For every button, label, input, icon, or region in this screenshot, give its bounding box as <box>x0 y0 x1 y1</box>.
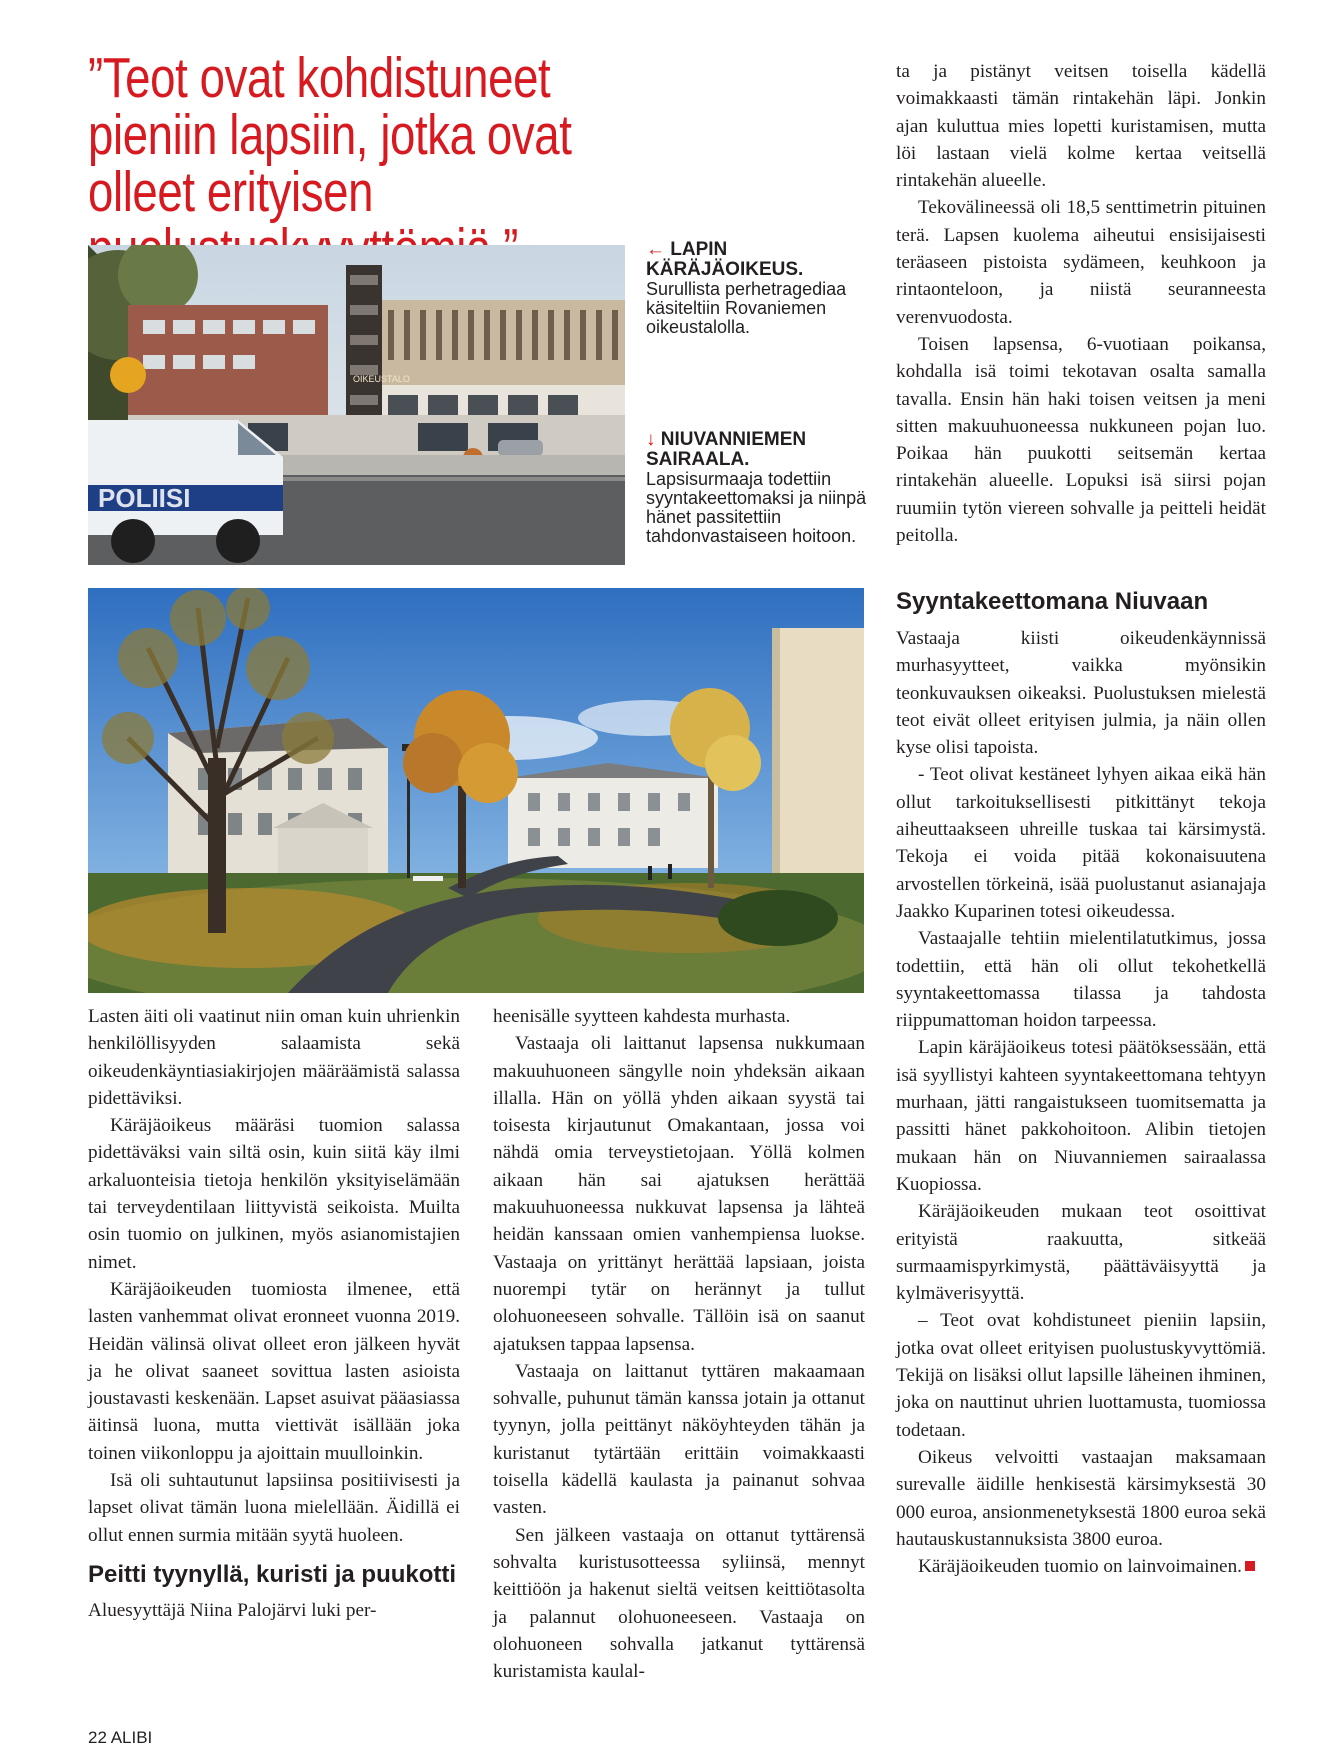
col3-paragraph-11 <box>896 1553 1266 1580</box>
police-van-label: POLIISI <box>98 483 191 513</box>
hospital-caption-text: Lapsisurmaaja todettiin syyntakeettomaksi ja niinpä hänet passitettiin tahdonvastaiseen hoitoon. <box>646 469 867 546</box>
courthouse-caption-text: Surullista perhetragediaa käsiteltiin Rovaniemen oikeustalolla. <box>646 279 847 337</box>
col3-paragraph-2: Tekovälineessä oli 18,5 senttimetrin pituinen terä. Lapsen kuolema aiheutui ensisijaisesti teräaseen pistoista sydämeen, keuhkoon ja rintaonteloon, ja niistä seuranneesta verenvuodosta. <box>896 197 1266 328</box>
hospital-photo-art <box>88 588 864 993</box>
courthouse-caption <box>646 240 876 337</box>
col2-paragraph-3: Vastaaja on laittanut tyttären makaamaan sohvalle, puhunut tämän kanssa jotain ja ottanut tyynyn, jolla peittänyt näköyhteyden tähän ja kuristanut tytärtään erittäin voimakkaasti toisella kädellä kaulasta ja painanut sohvaa vasten. <box>493 1360 865 1519</box>
arrow-down-icon: ↓ <box>646 429 656 450</box>
column-2 <box>493 1003 865 1685</box>
courthouse-photo-art <box>88 245 625 565</box>
end-mark-icon <box>1245 1561 1255 1571</box>
hospital-photo <box>88 588 864 993</box>
hospital-caption <box>646 430 876 546</box>
subheading-peitti: Peitti tyynyllä, kuristi ja puukotti <box>88 1560 457 1588</box>
col3-paragraph-3: Toisen lapsensa, 6-vuotiaan poikansa, kohdalla isä toimi tekotavan osalta samalla tavalla. Ensin hän haki toisen veitsen ja meni sitten makuuhuoneessa nukkuneen pojan luo. Poikaa hän puukotti seitsemän kertaa rintakehän alueelle. Lopuksi isä siirsi pojan ruumiin tytön viereen sohvalle ja peitteli heidät peitolla. <box>896 333 1266 547</box>
headline: ”Teot ovat kohdistuneet pieniin lapsiin, jotka ovat olleet erityisen <box>88 46 572 224</box>
col1-paragraph-3: Käräjäoikeuden tuomiosta ilmenee, että lasten vanhemmat olivat eronneet vuonna 2019. Heidän välinsä olivat olleet eron jälkeen hyvät ja he olivat saaneet sovittua lasten asioista joustavasti keskenään. Lapset asuivat pääasiassa äitinsä luona, mutta viettivät isällään joka toinen viikonloppu ja ajoittain muulloinkin. <box>88 1278 460 1464</box>
courthouse-caption-title <box>646 240 876 280</box>
col3-paragraph-5: - Teot olivat kestäneet lyhyen aikaa eikä hän ollut tarkoituksellisesti pitkittänyt tekoja aiheuttaakseen uhreille tuskaa tai kärsimystä. Tekoja ei voida pitää kokonaisuutena arvostellen törkeinä, isää puolustanut asianajaja Jaakko Kuparinen totesi oikeudessa. <box>896 764 1266 922</box>
courthouse-sign: OIKEUSTALO <box>353 374 410 384</box>
col2-paragraph-2: Vastaaja oli laittanut lapsensa nukkumaan makuuhuoneen sängylle noin yhdeksän aikaan illalla. Hän on yöllä yhden aikaan syystä tai toisesta kirjautunut Omakantaan, jossa voi nähdä omia terveystietojaan. Yöllä kolmen aikaan hän sai ajatuksen herättää makuuhuoneessa nukkuvat lapsensa ja lähteä heidän kanssaan omien vanhempiensa luokse. Vastaaja on yrittänyt herättää lapsiaan, joista nuorempi tytär on herännyt ja tullut olohuoneeseen sohvalle. Tällöin isä on saanut ajatuksen tappaa lapsensa. <box>493 1033 865 1355</box>
column-3-bottom <box>896 625 1266 1580</box>
column-1 <box>88 1003 460 1624</box>
col3-paragraph-11-text: Käräjäoikeuden tuomio on lainvoimainen. <box>918 1556 1242 1578</box>
hospital-caption-title <box>646 430 876 470</box>
col2-paragraph-1: heenisälle syytteen kahdesta murhasta. <box>493 1006 791 1027</box>
page-folio: 22 ALIBI <box>88 1728 153 1747</box>
col3-paragraph-7: Lapin käräjäoikeus totesi päätöksessään, että isä syyllistyi kahteen syyntakeettomana tehtyyn murhaan, jätti rangaistukseen tuomitsematta ja passitti hänet pakkohoitoon. Alibin tietojen mukaan hän on Niuvanniemen sairaalassa Kuopiossa. <box>896 1037 1266 1195</box>
col3-paragraph-8: Käräjäoikeuden mukaan teot osoittivat erityistä raakuutta, sitkeää surmaamispyrkimystä, päättäväisyyttä ja kylmäverisyyttä. <box>896 1201 1266 1305</box>
col2-paragraph-4: Sen jälkeen vastaaja on ottanut tyttärensä sohvalta kuristusotteessa syliinsä, mennyt keittiöön ja hakenut sieltä veitsen keittiötasolta ja palannut olohuoneeseen. Vastaaja on olohuoneen sohvalla jatkanut tyttärensä kuristamista kaulal- <box>493 1524 865 1683</box>
subheading-syyntakeettomana: Syyntakeettomana Niuvaan <box>896 588 1209 615</box>
courthouse-caption-title-text: LAPIN KÄRÄJÄOIKEUS. <box>646 239 804 280</box>
col3-paragraph-10: Oikeus velvoitti vastaajan maksamaan surevalle äidille henkisestä kärsimyksestä 30 000 euroa, ansionmenetyksestä 1800 euroa sekä hautauskustannuksista 3800 euroa. <box>896 1446 1266 1550</box>
column-3-top <box>896 58 1266 549</box>
col3-paragraph-4: Vastaaja kiisti oikeudenkäynnissä murhasyytteet, vaikka myönsikin teonkuvauksen oikeaksi. Puolustuksen mielestä teot eivät olleet erityisen julmia, ja näin ollen kyse olisi tapoista. <box>896 628 1266 759</box>
courthouse-photo <box>88 245 625 565</box>
col3-paragraph-1: ta ja pistänyt veitsen toisella kädellä voimakkaasti tämän rintakehän läpi. Jonkin ajan kuluttua mies lopetti kuristamisen, mutta löi lastaan vielä kolme kertaa veitsellä rintakehän alueelle. <box>896 61 1266 192</box>
col1-paragraph-5: Aluesyyttäjä Niina Palojärvi luki per- <box>88 1599 377 1621</box>
hospital-caption-title-text: NIUVANNIEMEN SAIRAALA. <box>646 429 807 470</box>
col1-paragraph-4: Isä oli suhtautunut lapsiinsa positiivisesti ja lapset olivat tämän luona mielellään. Äidillä ei ollut ennen surmia mitään syytä huoleen. <box>88 1470 460 1546</box>
arrow-left-icon: ← <box>646 239 665 260</box>
col3-paragraph-9: – Teot ovat kohdistuneet pieniin lapsiin, jotka ovat olleet erityisen puolustuskyvyttömiä. Tekijä on lisäksi ollut lapsille läheinen ihminen, joka on nauttinut uhrien luottamusta, tuomiossa todetaan. <box>896 1310 1266 1441</box>
col3-paragraph-6: Vastaajalle tehtiin mielentilatutkimus, jossa todettiin, että hän oli ollut tekohetkellä syyntakeettomassa tilassa ja tahdosta riippumattoman hoidon tarpeessa. <box>896 928 1266 1032</box>
col1-paragraph-1: Lasten äiti oli vaatinut niin oman kuin uhrienkin henkilöllisyyden salaamista sekä oikeudenkäyntiasiakirjojen määräämistä salassa pidettäviksi. <box>88 1006 460 1109</box>
col1-paragraph-2: Käräjäoikeus määräsi tuomion salassa pidettäväksi vain siltä osin, kuin siitä käy ilmi arkaluonteisia tietoja henkilön yksityiselämään tai terveydentilaan liittyvistä seikoista. Muilta osin tuomio on julkinen, myös asianomistajien nimet. <box>88 1115 460 1273</box>
